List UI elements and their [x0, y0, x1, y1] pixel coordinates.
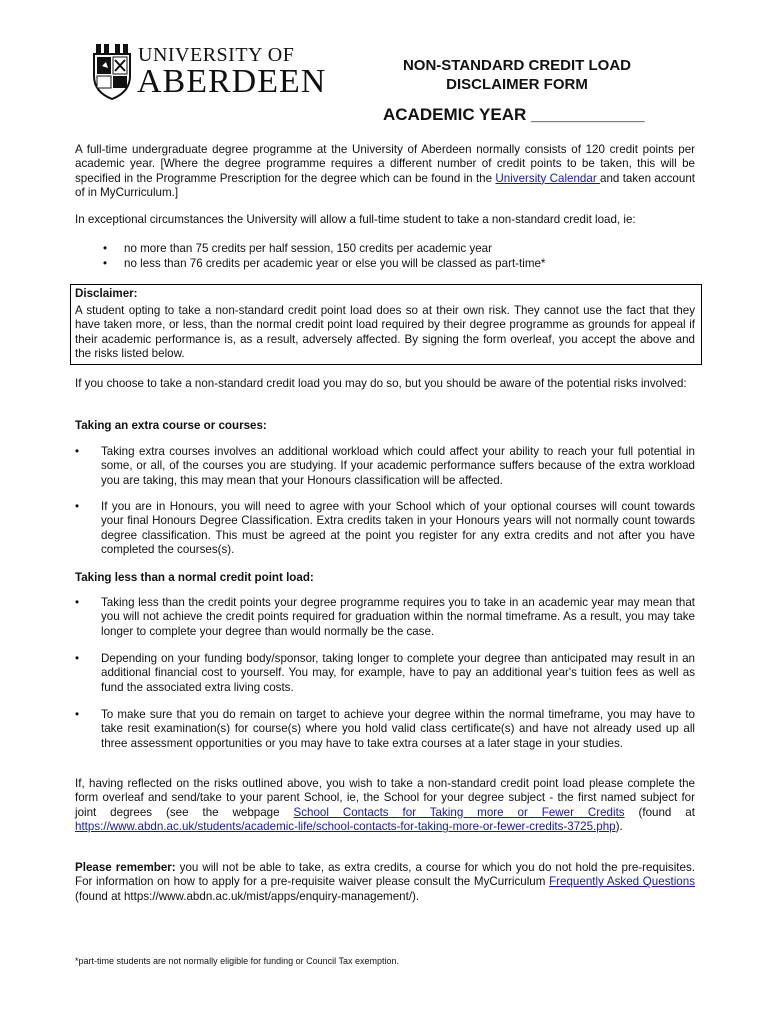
bullet-icon: • [75, 445, 80, 458]
school-contacts-url-link[interactable]: https://www.abdn.ac.uk/students/academic-life/school-contacts-for-taking-more-or-fewer-credits-3725.php [75, 820, 616, 834]
school-contacts-link[interactable]: School Contacts for Taking more or Fewer Credits [293, 805, 625, 819]
reflect-paragraph [75, 777, 695, 835]
exceptional-paragraph: In exceptional circumstances the University will allow a full-time student to take a non-standard credit load, ie: [75, 213, 636, 226]
list-item: If you are in Honours, you will need to agree with your School which of your optional courses will count towards your final Honours Degree Classification. Extra credits taken in your Honours years will not normally count towards degree classification. This must be agreed at the point you register for any extra credits and not after you have completed the courses(s). [101, 500, 695, 557]
reflect-text-end: ). [615, 820, 623, 834]
list-item: Depending on your funding body/sponsor, taking longer to complete your degree than anticipated may result in an additional financial cost to yourself. You may, for example, have to pay an additional year's tuition fees as well as fund the associated extra living costs. [101, 652, 695, 694]
intro-text: A full-time undergraduate degree programme at the University of Aberdeen normally consists of 120 credit points per academic year. [Where the degree programme requires a different number of credit points to be taken, this will be specified in the Programme Prescription for the degree which can be found in the [75, 143, 695, 185]
reflect-text-mid: (found at [624, 805, 695, 819]
list-item: no less than 76 credits per academic year or else you will be classed as part-time* [124, 257, 546, 270]
form-title-line1: NON-STANDARD CREDIT LOAD [402, 57, 632, 74]
risks-intro: If you choose to take a non-standard credit load you may do so, but you should be aware of the potential risks involved: [75, 377, 687, 390]
footnote: *part-time students are not normally eligible for funding or Council Tax exemption. [75, 956, 399, 966]
list-item: Taking extra courses involves an additional workload which could affect your ability to reach your full potential in some, or all, of the courses you are studying. If your academic performance suffers because of the extra workload you are taking, this may mean that your Honours classification will be affected. [101, 445, 695, 487]
bullet-icon: • [75, 652, 80, 665]
reflect-text: If, having reflected on the risks outlined above, you wish to take a non-standard credit point load please complete the form overleaf and send/take to your parent School, ie, the School for your degree subject - the first named subject for joint degrees (see the webpage [75, 777, 695, 819]
disclaimer-text: A student opting to take a non-standard credit point load does so at their own risk. They cannot use the fact that they have taken more, or less, than the normal credit point load required by their degree programme as grounds for appeal if their academic performance is, as a result, adversely affected. By signing the form overleaf, you accept the above and the risks listed below. [75, 304, 695, 361]
crest-icon [90, 44, 134, 100]
form-title [372, 56, 662, 94]
academic-year-field: ACADEMIC YEAR ____________ [383, 105, 645, 124]
remember-label: Please remember: [75, 861, 176, 874]
bullet-icon: • [75, 500, 80, 513]
logo-line1: UNIVERSITY OF [138, 44, 295, 66]
faq-link[interactable]: Frequently Asked Questions [549, 875, 695, 889]
less-heading: Taking less than a normal credit point load: [75, 571, 314, 584]
bullet-icon: • [103, 257, 108, 270]
form-title-line2: DISCLAIMER FORM [446, 76, 588, 93]
remember-text-end: (found at https://www.abdn.ac.uk/mist/apps/enquiry-management/). [75, 889, 420, 903]
bullet-icon: • [75, 708, 80, 721]
intro-paragraph [75, 143, 695, 201]
list-item: Taking less than the credit points your degree programme requires you to take in an academic year may mean that you will not achieve the credit points required for graduation within the normal timeframe. As a result, you may take longer to complete your degree than would normally be the case. [101, 596, 695, 638]
university-logo [90, 44, 340, 104]
intro-text-end: and taken account of in MyCurriculum.] [75, 171, 695, 200]
list-item: To make sure that you do remain on target to achieve your degree within the normal timeframe, you may have to take resit examination(s) for course(s) where you hold valid class certificate(s) and have not already used up all three assessment opportunities or you may have to take extra courses at a later stage in your studies. [101, 708, 695, 750]
bullet-icon: • [103, 242, 108, 255]
university-calendar-link[interactable]: University Calendar [495, 171, 601, 185]
disclaimer-box [70, 284, 702, 365]
remember-text: you will not be able to take, as extra credits, a course for which you do not hold the pre-requisites. For information on how to apply for a pre-requisite waiver please consult the MyCurriculum [75, 861, 695, 889]
bullet-icon: • [75, 596, 80, 609]
extra-heading: Taking an extra course or courses: [75, 419, 267, 432]
disclaimer-title: Disclaimer: [75, 287, 138, 300]
logo-line2: ABERDEEN [137, 63, 327, 100]
remember-paragraph [75, 861, 695, 904]
list-item: no more than 75 credits per half session, 150 credits per academic year [124, 242, 492, 255]
